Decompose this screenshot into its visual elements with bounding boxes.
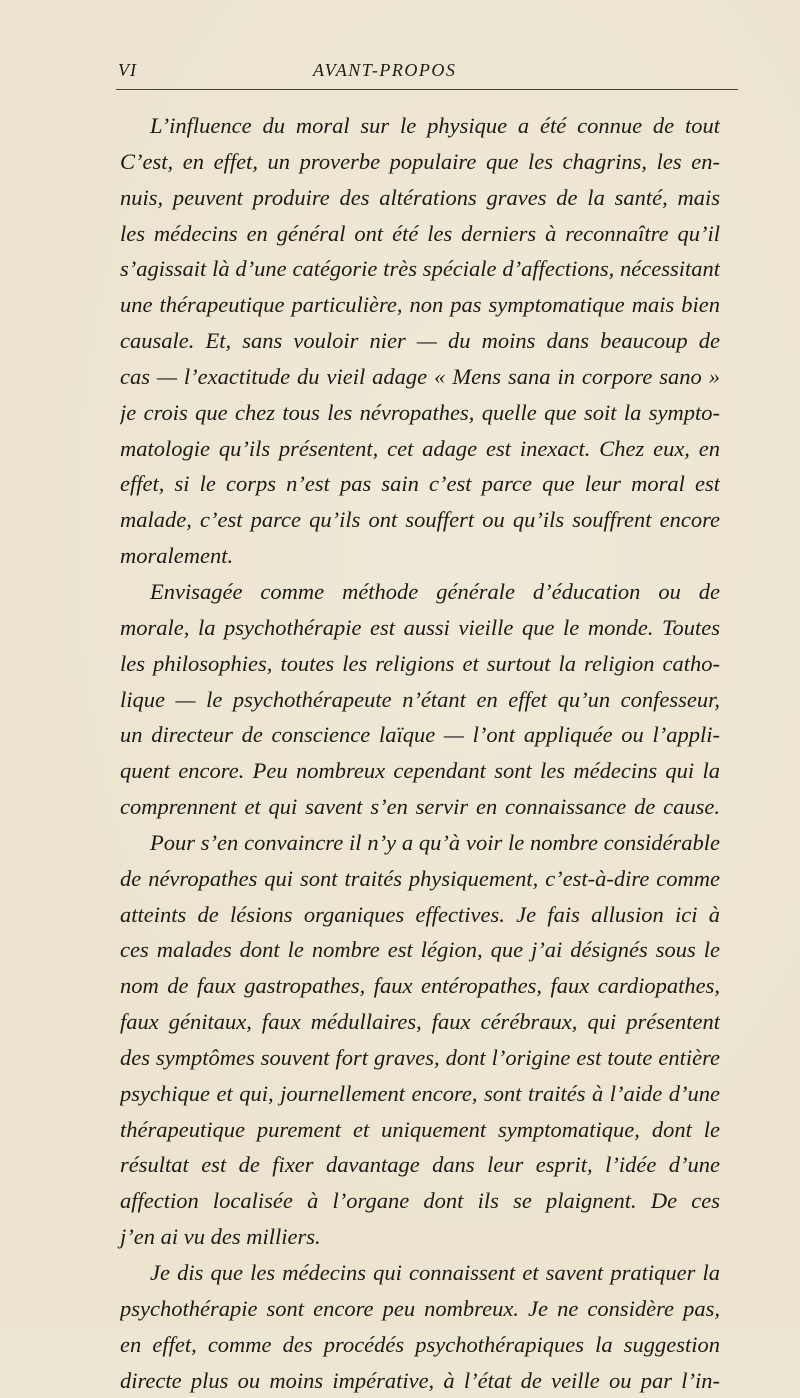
text-line: s’agissait là d’une catégorie très spéciale d’affections, nécessitant bbox=[120, 256, 720, 282]
running-head bbox=[118, 60, 738, 90]
header-rule bbox=[116, 89, 738, 90]
text-line: j’en ai vu des milliers. bbox=[120, 1224, 321, 1250]
text-line: Je dis que les médecins qui connaissent et savent pratiquer la bbox=[150, 1260, 720, 1285]
text-line: psychique et qui, journellement encore, sont traités à l’aide d’une bbox=[120, 1080, 720, 1106]
text-line: affection localisée à l’organe dont ils se plaignent. De ces bbox=[120, 1188, 720, 1214]
text-line: les philosophies, toutes les religions et surtout la religion catho- bbox=[120, 650, 720, 676]
text-line: C’est, en effet, un proverbe populaire que les chagrins, les en- bbox=[120, 148, 720, 174]
text-line: malade, c’est parce qu’ils ont souffert ou qu’ils souffrent encore bbox=[120, 507, 720, 533]
text-line: faux génitaux, faux médullaires, faux cérébraux, qui présentent bbox=[120, 1009, 720, 1035]
text-line: des symptômes souvent fort graves, dont l’origine est toute entière bbox=[120, 1044, 720, 1070]
text-line: les médecins en général ont été les derniers à reconnaître qu’il bbox=[120, 220, 720, 246]
text-line: quent encore. Peu nombreux cependant sont les médecins qui la bbox=[120, 758, 720, 784]
text-line: un directeur de conscience laïque — l’ont appliquée ou l’appli- bbox=[120, 722, 720, 748]
text-line: causale. Et, sans vouloir nier — du moins dans beaucoup de bbox=[120, 328, 720, 354]
text-line: ces malades dont le nombre est légion, que j’ai désignés sous le bbox=[120, 937, 720, 963]
text-line: je crois que chez tous les névropathes, quelle que soit la sympto- bbox=[120, 399, 720, 425]
text-line: résultat est de fixer davantage dans leur esprit, l’idée d’une bbox=[120, 1152, 720, 1178]
text-line: en effet, comme des procédés psychothérapiques la suggestion bbox=[120, 1331, 720, 1357]
text-line: une thérapeutique particulière, non pas symptomatique mais bien bbox=[120, 292, 720, 318]
text-line: lique — le psychothérapeute n’étant en effet qu’un confesseur, bbox=[120, 686, 720, 712]
text-line: Envisagée comme méthode générale d’éducation ou de bbox=[150, 578, 720, 604]
text-line: L’influence du moral sur le physique a été connue de tout bbox=[150, 113, 720, 138]
text-line: nuis, peuvent produire des altérations graves de la santé, mais bbox=[120, 184, 720, 210]
text-line: Pour s’en convaincre il n’y a qu’à voir le nombre considérable bbox=[150, 829, 720, 855]
running-title: AVANT-PROPOS bbox=[313, 60, 457, 80]
text-line: cas — l’exactitude du vieil adage « Mens sana in corpore sano » bbox=[120, 363, 720, 389]
body-text bbox=[120, 108, 720, 1398]
page-number: VI bbox=[118, 60, 137, 80]
text-line: psychothérapie sont encore peu nombreux. Je ne considère pas, bbox=[120, 1295, 720, 1321]
text-line: directe plus ou moins impérative, à l’état de veille ou par l’in- bbox=[120, 1367, 720, 1393]
text-line: effet, si le corps n’est pas sain c’est parce que leur moral est bbox=[120, 471, 720, 497]
text-line: nom de faux gastropathes, faux entéropathes, faux cardiopathes, bbox=[120, 973, 720, 999]
text-line: atteints de lésions organiques effectives. Je fais allusion ici à bbox=[120, 901, 720, 927]
text-line: thérapeutique purement et uniquement symptomatique, dont le bbox=[120, 1116, 720, 1142]
text-line: de névropathes qui sont traités physiquement, c’est-à-dire comme bbox=[120, 865, 720, 891]
text-line: moralement. bbox=[120, 543, 234, 569]
text-line: matologie qu’ils présentent, cet adage est inexact. Chez eux, en bbox=[120, 435, 720, 461]
text-line: comprennent et qui savent s’en servir en connaissance de cause. bbox=[120, 794, 720, 820]
text-line: morale, la psychothérapie est aussi vieille que le monde. Toutes bbox=[120, 614, 720, 640]
